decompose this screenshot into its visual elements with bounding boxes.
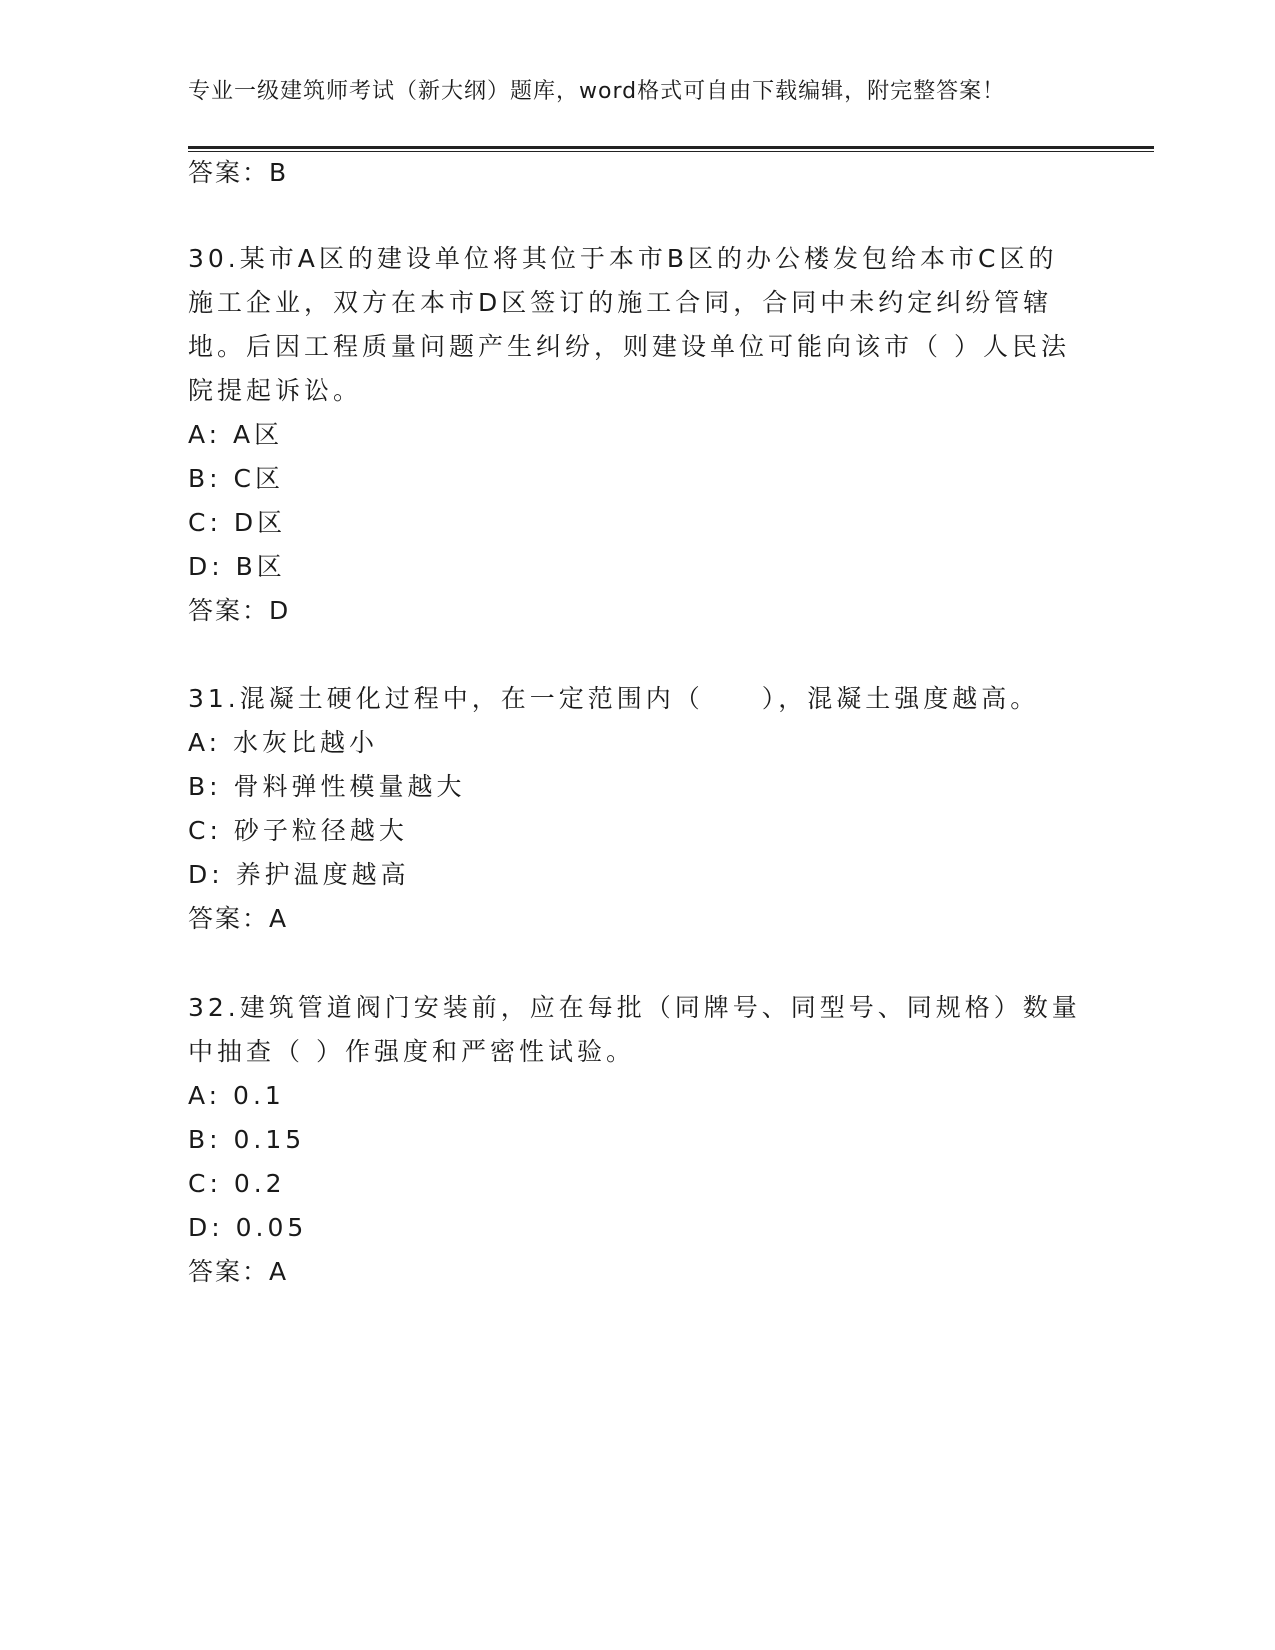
question-30-line-1: 30.某市A区的建设单位将其位于本市B区的办公楼发包给本市C区的 xyxy=(188,244,1058,273)
question-32-line-2: 中抽查（ ）作强度和严密性试验。 xyxy=(188,1037,635,1066)
question-30-option-b: B: C区 xyxy=(188,464,284,493)
question-31-line-1: 31.混凝土硬化过程中，在一定范围内（ ），混凝土强度越高。 xyxy=(188,684,1040,713)
question-30-option-d: D: B区 xyxy=(188,552,286,581)
question-31-option-c: C: 砂子粒径越大 xyxy=(188,816,408,845)
question-30-answer: 答案：D xyxy=(188,596,291,625)
question-30-line-4: 院提起诉讼。 xyxy=(188,376,363,405)
question-31-option-a: A: 水灰比越小 xyxy=(188,728,379,757)
question-32-option-a: A: 0.1 xyxy=(188,1081,285,1110)
question-31-option-b: B: 骨料弹性模量越大 xyxy=(188,772,466,801)
question-31-answer: 答案：A xyxy=(188,904,289,933)
question-32-option-b: B: 0.15 xyxy=(188,1125,306,1154)
question-30-line-2: 施工企业，双方在本市D区签订的施工合同，合同中未约定纠纷管辖 xyxy=(188,288,1053,317)
question-30-line-3: 地。后因工程质量问题产生纠纷，则建设单位可能向该市（ ）人民法 xyxy=(188,332,1070,361)
question-30-option-a: A: A区 xyxy=(188,420,284,449)
question-31-option-d: D: 养护温度越高 xyxy=(188,860,410,889)
question-32-option-c: C: 0.2 xyxy=(188,1169,286,1198)
question-32-option-d: D: 0.05 xyxy=(188,1213,308,1242)
header-rule-thick xyxy=(188,146,1154,149)
question-32-line-1: 32.建筑管道阀门安装前，应在每批（同牌号、同型号、同规格）数量 xyxy=(188,993,1081,1022)
page-header: 专业一级建筑师考试（新大纲）题库，word格式可自由下载编辑，附完整答案！ xyxy=(188,79,1006,104)
question-30-option-c: C: D区 xyxy=(188,508,287,537)
header-rule-thin xyxy=(188,151,1154,152)
prev-answer: 答案：B xyxy=(188,158,289,187)
question-32-answer: 答案：A xyxy=(188,1257,289,1286)
